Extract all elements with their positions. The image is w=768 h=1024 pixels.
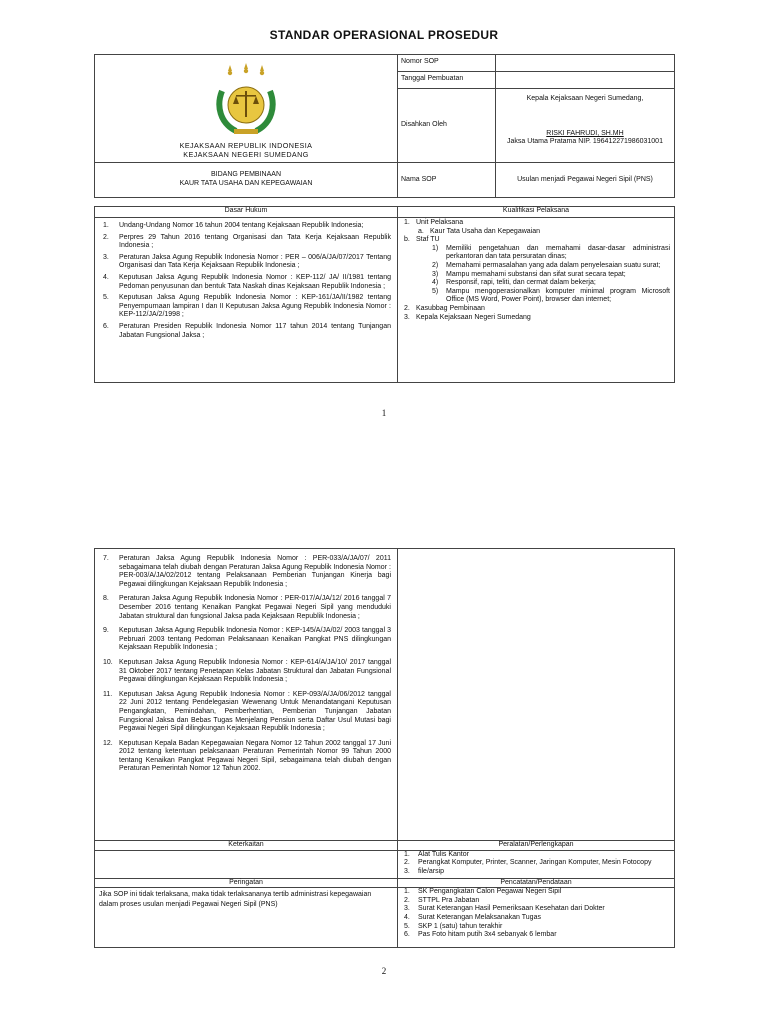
peralatan-item [404,859,670,868]
org-identity-cell [95,55,398,163]
pencatatan-item [404,905,670,914]
pencatatan-item-number: 4. [404,913,410,921]
dasar-hukum-item-text: Keputusan Jaksa Agung Republik Indonesia Nomor : KEP-093/A/JA/06/2012 tanggal 22 Juni 2012 tentang Pendelegasian Wewenang Untuk Menandatangani Keputusan Pengangkatan, Pemindahan, Pemberhentian, Pemberian Tunjangan Jabatan Fungsional Jaksa dan Bebas Tugas Menjelang Pensiun serta Daftar Usul Mutasi bagi Pegawai Negeri Sipil dilingkungan Kejaksaan Republik Indonesia ; [119,690,391,733]
dasar-hukum-item-text: Peraturan Presiden Republik Indonesia Nomor 117 tahun 2014 tentang Tunjangan Jabatan Fungsional Jaksa ; [119,322,391,339]
dasar-hukum-item-text: Peraturan Jaksa Agung Republik Indonesia Nomor : PER – 006/A/JA/07/2017 Tentang Organisasi dan Tata Kerja Kejaksaan Republik Indonesia ; [119,253,391,270]
disahkan-label: Disahkan Oleh [398,89,496,163]
bidang-line1: BIDANG PEMBINAAN [210,171,281,179]
tanggal-pembuatan-value [496,72,675,89]
dasar-hukum-item-text: Perpres 29 Tahun 2016 tentang Organisasi dan Tata Kerja Kejaksaan Republik Indonesia ; [119,233,391,250]
signer-rank: Jaksa Utama Pratama NIP. 196412271986031001 [507,138,663,146]
dasar-hukum-item-number: 7. [103,555,109,562]
tanggal-pembuatan-label: Tanggal Pembuatan [398,72,496,89]
kejaksaan-logo-icon [206,61,286,141]
peralatan-item-number: 2. [404,859,410,867]
kualifikasi-header: Kualifikasi Pelaksana [398,207,675,218]
nama-sop-value: Usulan menjadi Pegawai Negeri Sipil (PNS) [496,163,675,198]
peralatan-item-number: 1. [404,850,410,858]
page2-table [94,548,675,948]
peralatan-item-text: Alat Tulis Kantor [418,850,469,858]
nomor-sop-value [496,55,675,72]
dasar-hukum-item [103,222,391,231]
dasar-hukum-item-text: Keputusan Jaksa Agung Republik Indonesia Nomor : KEP-161/JA/II/1982 tentang Penyempurnaan lampiran I dan II Keputusan Jaksa Agung Republik Indonesia Nomor : KEP-112/JA/2/1998 ; [119,294,391,319]
dasar-hukum-item [103,234,391,251]
staf-tu-requirement [404,245,670,262]
nama-sop-label: Nama SOP [398,163,496,198]
dasar-hukum-item-text: Keputusan Jaksa Agung Republik Indonesia Nomor : KEP-614/A/JA/10/ 2017 tanggal 31 Oktober 2017 tentang Penetapan Kelas Jabatan Struktural dan Jabatan Fungsional Pegawai dilingkungan Kejaksaan Republik Indonesia ; [119,658,391,684]
dasar-hukum-item-text: Keputusan Jaksa Agung Republik Indonesia Nomor : KEP-145/A/JA/02/ 2003 tanggal 3 Pebruari 2003 tentang Pedoman Pelaksanaan Kenaikan Pangkat PNS dilingkungan Kejaksaan Republik Indonesia ; [119,627,391,652]
page-number-2: 2 [381,966,387,976]
page-number-1: 1 [381,408,387,418]
pencatatan-header: Pencatatan/Pendataan [398,878,675,888]
peringatan-header: Peringatan [95,878,398,888]
dasar-hukum-item-text: Undang-Undang Nomor 16 tahun 2004 tentang Kejaksaan Republik Indonesia; [119,222,364,229]
keterkaitan-value [95,850,398,878]
dasar-hukum-item-number: 4. [103,273,109,281]
staf-tu-requirement-text: Memiliki pengetahuan dan memahami dasar-dasar administrasi perkantoran dan tata persuratan dinas; [446,244,670,261]
dasar-hukum-item-number: 2. [103,233,109,241]
dasar-hukum-item-number: 12. [103,739,113,747]
kualifikasi-num: a. [418,227,424,235]
dasar-hukum-item-number: 1. [103,222,109,229]
kualifikasi-list [398,218,675,383]
org-name-line1: KEJAKSAAN REPUBLIK INDONESIA [179,140,313,150]
dasar-hukum-item [103,254,391,271]
staf-tu-requirement-number: 1) [432,244,439,252]
dasar-hukum-item-number: 6. [103,322,109,330]
pencatatan-item [404,931,670,940]
keterkaitan-header: Keterkaitan [95,841,398,851]
pencatatan-item-number: 3. [404,905,410,913]
dasar-hukum-item [103,555,391,589]
dasar-hukum-table [94,206,675,383]
dasar-hukum-item [103,627,391,653]
pencatatan-item [404,897,670,906]
staf-tu-requirement [404,271,670,280]
dasar-hukum-item [103,274,391,291]
pencatatan-item-number: 1. [404,888,410,896]
dasar-hukum-item-text: Peraturan Jaksa Agung Republik Indonesia Nomor : PER-017/A/JA/12/ 2016 tanggal 7 Desember 2016 tentang Kenaikan Pangkat Pegawai Negeri Sipil yang menduduki Jabatan struktural dan fungsional Jaksa pada Kejaksaan Republik Indonesia ; [119,595,391,620]
peralatan-item-text: Perangkat Komputer, Printer, Scanner, Jaringan Komputer, Mesin Fotocopy [418,859,652,867]
dasar-hukum-header: Dasar Hukum [95,207,398,218]
kaur-label: Kaur Tata Usaha dan Kepegawaian [430,227,541,235]
pencatatan-item-text: Surat Keterangan Hasil Pemeriksaan Kesehatan dari Dokter [418,905,605,913]
peralatan-list [398,850,675,878]
staf-tu-requirement [404,262,670,271]
unit-pelaksana-label: Unit Pelaksana [416,219,464,226]
peralatan-item [404,851,670,860]
document-title: STANDAR OPERASIONAL PROSEDUR [269,28,499,42]
pencatatan-item-text: Pas Foto hitam putih 3x4 sebanyak 6 lembar [418,931,557,939]
dasar-hukum-list [95,218,398,383]
staf-tu-requirement-text: Responsif, rapi, teliti, dan cermat dalam bekerja; [446,279,596,287]
signature-block [496,89,675,163]
dasar-hukum-item-text: Keputusan Jaksa Agung Republik Indonesia Nomor : KEP-112/ JA/ II/1981 tentang Pedoman penyusunan dan bentuk Tata Naskah dinas Kejaksaan Republik Indonesia ; [119,273,391,290]
peralatan-item-number: 3. [404,867,410,875]
empty-kualifikasi-cell [398,549,675,841]
peralatan-item-text: file/arsip [418,867,445,875]
pencatatan-item [404,914,670,923]
nomor-sop-label: Nomor SOP [398,55,496,72]
dasar-hukum-item [103,595,391,621]
peringatan-text: Jika SOP ini tidak terlaksana, maka tidak terlaksananya tertib administrasi kepegawaian dalam proses usulan menjadi Pegawai Negeri Sipil (PNS) [95,888,398,948]
bidang-cell [95,163,398,198]
staf-tu-requirement-text: Mampu memahami substansi dan sifat surat secara tepat; [446,270,626,278]
pencatatan-list [398,888,675,948]
peralatan-item [404,868,670,877]
dasar-hukum-item-number: 5. [103,294,109,302]
staf-tu-requirement [404,279,670,288]
staf-tu-requirement-number: 5) [432,287,439,295]
dasar-hukum-list-continued [95,549,398,841]
kualifikasi-num: b. [404,236,410,244]
staf-tu-requirement [404,288,670,305]
pencatatan-item-text: SK Pengangkatan Calon Pegawai Negeri Sipil [418,888,562,896]
dasar-hukum-item [103,740,391,774]
pencatatan-item-number: 2. [404,896,410,904]
dasar-hukum-item-text: Keputusan Kepala Badan Kepegawaian Negara Nomor 12 Tahun 2002 tanggal 17 Juni 2012 tentang ketentuan pelaksanaan Peraturan Pemerintah Nomor 99 Tahun 2000 tentang Kenaikan Pangkat Pegawai Negeri Sipil, sebagaimana telah diubah dengan Peraturan Pemerintah Nomor 12 Tahun 2002. [119,739,391,773]
staf-tu-requirement-text: Mampu mengoperasionalkan komputer minimal program Microsoft Office (MS Word, Power Point), browser dan internet; [446,287,670,304]
staf-tu-requirement-number: 3) [432,270,439,278]
staf-tu-requirement-text: Memahami permasalahan yang ada dalam penyelesaian suatu surat; [446,261,661,269]
kualifikasi-num: 1. [404,219,410,226]
dasar-hukum-item-number: 9. [103,627,109,635]
pencatatan-item-text: STTPL Pra Jabatan [418,896,480,904]
pencatatan-item [404,923,670,932]
dasar-hukum-item [103,294,391,320]
pencatatan-item-text: SKP 1 (satu) tahun terakhir [418,922,503,930]
kualifikasi-num: 3. [404,313,410,321]
staf-tu-label: Staf TU [416,236,440,244]
kualifikasi-num: 2. [404,304,410,312]
staf-tu-requirement-number: 2) [432,261,439,269]
pencatatan-item-text: Surat Keterangan Melaksanakan Tugas [418,913,541,921]
org-name-line2: KEJAKSAAN NEGERI SUMEDANG [183,149,309,159]
dasar-hukum-item-text: Peraturan Jaksa Agung Republik Indonesia Nomor : PER-033/A/JA/07/ 2011 sebagaimana telah diubah dengan Peraturan Jaksa Agung Republik Indonesia Nomor : PER-003/A/JA/02/2012 tentang Pelaksanaan Pemberian Tunjangan Kinerja bagi Pegawai dilingkungan Kejaksaan Republik Indonesia ; [119,555,391,588]
bidang-line2: KAUR TATA USAHA DAN KEPEGAWAIAN [179,180,313,187]
pencatatan-item-number: 6. [404,931,410,939]
kajari-label: Kepala Kejaksaan Negeri Sumedang [416,313,531,321]
dasar-hukum-item-number: 11. [103,690,113,698]
dasar-hukum-item [103,323,391,340]
dasar-hukum-item-number: 3. [103,253,109,261]
signer-title: Kepala Kejaksaan Negeri Sumedang, [526,95,644,102]
pencatatan-item-number: 5. [404,922,410,930]
dasar-hukum-item-number: 8. [103,595,109,603]
dasar-hukum-item [103,691,391,734]
peralatan-header: Peralatan/Perlengkapan [398,841,675,851]
sop-header-table [94,54,675,198]
pencatatan-item [404,888,670,897]
signer-name: RISKI FAHRUDI, SH.MH [546,129,624,137]
kasubbag-label: Kasubbag Pembinaan [416,304,485,312]
dasar-hukum-item [103,659,391,685]
staf-tu-requirement-number: 4) [432,279,439,287]
dasar-hukum-item-number: 10. [103,658,113,666]
